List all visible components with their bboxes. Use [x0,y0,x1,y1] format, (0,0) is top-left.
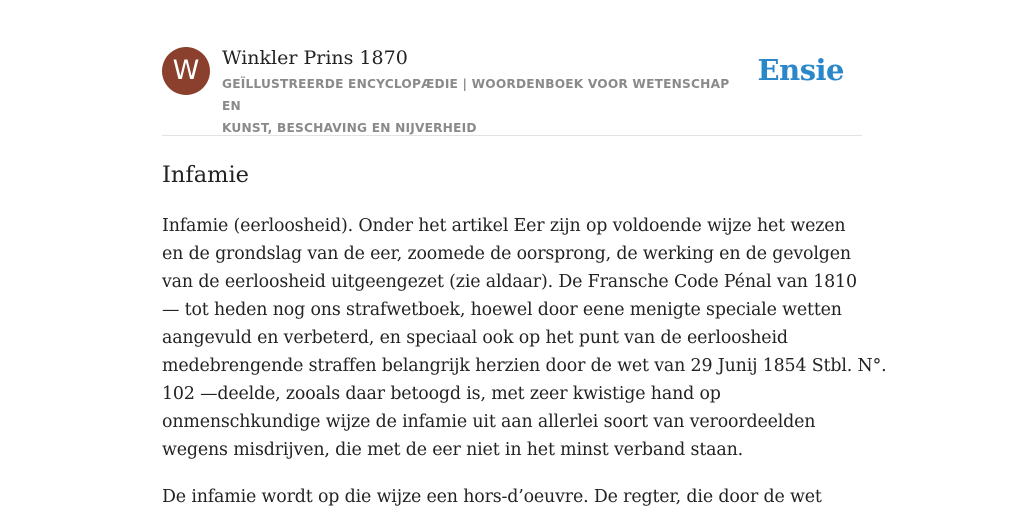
avatar[interactable]: W [162,47,210,95]
header-divider [162,135,862,136]
text-line: van de eerloosheid uitgeengezet (zie aldaar). De Fransche Code Pénal van 1810 [162,272,857,292]
text-line: 102 —deelde, zooals daar betoogd is, met zeer kwistige hand op [162,384,721,404]
text-line: — tot heden nog ons strafwetboek, hoewel door eene menigte speciale wetten [162,300,842,320]
text-line: en de grondslag van de eer, zoomede de oorsprong, de werking en de gevolgen [162,244,851,264]
paragraph [162,212,887,464]
source-subtitle [222,73,752,139]
source-header [162,46,862,136]
text-line: onmenschkundige wijze de infamie uit aan allerlei soort van veroordeelden [162,412,816,432]
article-body [162,212,887,512]
text-line: De infamie wordt op die wijze een hors-d’oeuvre. De regter, die door de wet [162,487,822,507]
text-line: medebrengende straffen belangrijk herzien door de wet van 29 Junij 1854 Stbl. N°. [162,356,887,376]
paragraph [162,483,867,511]
text-line: wegens misdrijven, die met de eer niet in het minst verband staan. [162,440,744,460]
source-subtitle-line-1: GEÏLLUSTREERDE ENCYCLOPÆDIE | WOORDENBOEK VOOR WETENSCHAP EN [222,77,730,113]
article-title: Infamie [162,162,249,188]
source-subtitle-line-2: KUNST, BESCHAVING EN NIJVERHEID [222,121,477,135]
text-line: Infamie (eerloosheid). Onder het artikel Eer zijn op voldoende wijze het wezen [162,216,846,236]
ensie-logo[interactable]: Ensie [757,53,844,87]
text-line: aangevuld en verbeterd, en speciaal ook op het punt van de eerloosheid [162,328,788,348]
source-title[interactable]: Winkler Prins 1870 [222,47,408,69]
